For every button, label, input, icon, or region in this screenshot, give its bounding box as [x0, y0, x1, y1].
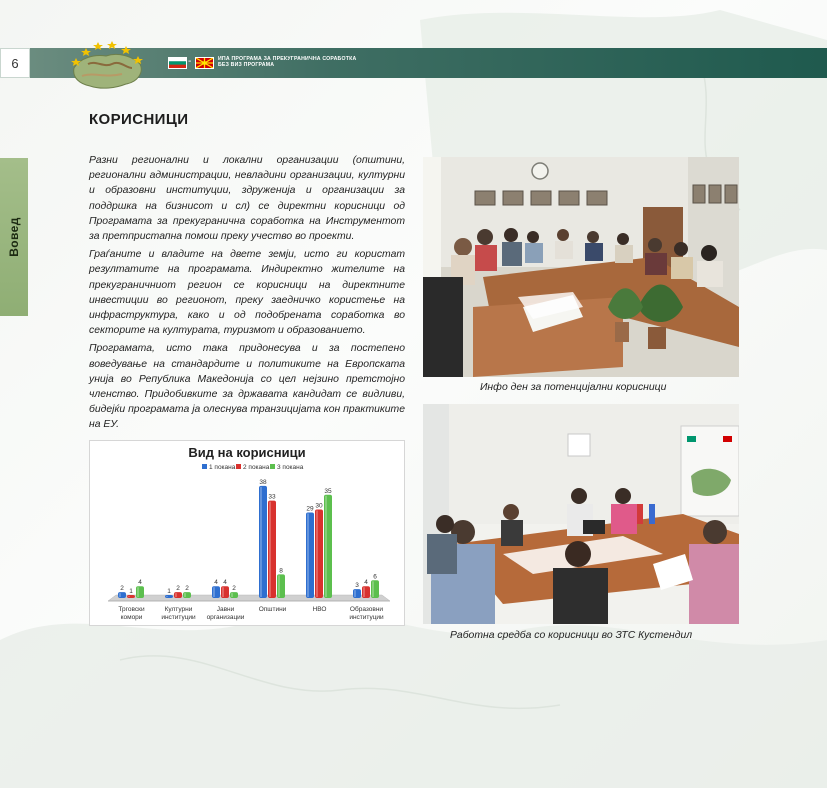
chart-bar-highlight — [128, 596, 130, 597]
legend-swatch — [270, 464, 275, 469]
data-label: 2 — [120, 585, 124, 593]
bulgaria-flag-icon — [168, 57, 187, 69]
data-label: 1 — [167, 588, 171, 596]
photo-caption: Инфо ден за потенцијални корисници — [480, 382, 667, 393]
legend-swatch — [202, 464, 207, 469]
legend-swatch — [236, 464, 241, 469]
macedonia-flag-icon — [195, 57, 214, 69]
body-text — [89, 153, 405, 436]
category-label: Трговски — [118, 606, 145, 613]
chart-bar-highlight — [278, 575, 280, 597]
data-label: 38 — [259, 478, 267, 486]
data-label: 4 — [223, 579, 227, 587]
category-label: Јавни — [216, 606, 235, 613]
info-day-photo-image — [423, 157, 739, 377]
program-logo-icon — [66, 38, 150, 94]
flag-separator: - — [188, 56, 192, 67]
legend-label: 2 покана — [243, 464, 270, 471]
category-label: Општини — [258, 606, 287, 613]
category-label: организации — [206, 614, 245, 621]
data-label: 6 — [373, 573, 377, 581]
category-label: Културни — [164, 606, 193, 613]
chart-bar-highlight — [119, 593, 121, 597]
paragraph: Разни регионални и локални организации (општини, регионални администрации, невладини организации, културни и образовни институции, здруженија и организации за поддршка на бизнисот и сл) се директни корисници од Програмата за прекугранична соработка на Инструментот за претпристапна помош преку учество во проекти. — [89, 155, 405, 243]
photo-working-meeting — [423, 404, 739, 624]
category-label: институции — [349, 614, 384, 621]
chart-bar-highlight — [137, 587, 139, 597]
category-label: НВО — [312, 606, 327, 613]
data-label: 1 — [129, 588, 133, 596]
chart-bar-highlight — [269, 502, 271, 597]
chart-bar-highlight — [307, 513, 309, 597]
chart-bar-highlight — [222, 587, 224, 597]
working-meeting-photo-image — [423, 404, 739, 624]
data-label: 30 — [315, 502, 323, 510]
legend-label: 1 покана — [209, 464, 236, 471]
category-label: институции — [161, 614, 196, 621]
program-name: ИПА ПРОГРАМА ЗА ПРЕКУГРАНИЧНА СОРАБОТКА БЕЗ ВИЗ ПРОГРАМА — [218, 56, 357, 68]
data-label: 2 — [232, 585, 236, 593]
chart-bar-highlight — [316, 511, 318, 598]
chart-floor — [108, 595, 390, 601]
chart-bar-highlight — [260, 487, 262, 597]
data-label: 4 — [138, 579, 142, 587]
data-label: 29 — [306, 505, 314, 513]
chart-bar-highlight — [213, 587, 215, 597]
paragraph: Програмата, исто така придонесува и за постепено воведување на стандардите и политиките на Европската унија во Република Македонија со цел нејзино претстојно членство. Придобивките за државата кандидат се видливи, бидејќи програмата ја олеснува транзицијата кон практиките на ЕУ. — [89, 343, 405, 431]
photo-caption: Работна средба со корисници во ЗТС Кустендил — [450, 630, 693, 641]
data-label: 35 — [324, 487, 332, 495]
chart-title: Вид на корисници — [188, 445, 306, 460]
beneficiaries-chart — [89, 440, 405, 626]
data-label: 2 — [176, 585, 180, 593]
chart-bar-highlight — [184, 593, 186, 597]
paragraph: Граѓаните и владите на двете земји, исто ги користат резултатите на програмата. Индиректно жителите на прекуграничниот регион се корисници на директните инвестиции во регионот, преку заедничко користење на инфраструктура, како и од подобрената соработка во секторите на културата, туризмот и образованието. — [89, 249, 405, 337]
chart-canvas — [90, 441, 404, 625]
section-side-tab — [0, 158, 28, 316]
section-title: КОРИСНИЦИ — [89, 111, 189, 128]
data-label: 33 — [268, 493, 276, 501]
data-label: 2 — [185, 585, 189, 593]
chart-bar-highlight — [175, 593, 177, 597]
category-label: Образовни — [349, 606, 384, 613]
legend-label: 3 покана — [277, 464, 304, 471]
chart-bar-highlight — [354, 590, 356, 597]
category-label: комори — [120, 614, 143, 621]
chart-bar-highlight — [325, 496, 327, 597]
data-label: 4 — [214, 579, 218, 587]
photo-info-day — [423, 157, 739, 377]
data-label: 8 — [279, 567, 283, 575]
chart-bar-highlight — [166, 596, 168, 597]
chart-bar-highlight — [363, 587, 365, 597]
chart-bar-highlight — [372, 581, 374, 597]
data-label: 4 — [364, 579, 368, 587]
chart-bar-highlight — [231, 593, 233, 597]
side-tab-label: Вовед — [7, 217, 22, 257]
data-label: 3 — [355, 582, 359, 590]
page-number: 6 — [0, 48, 30, 78]
